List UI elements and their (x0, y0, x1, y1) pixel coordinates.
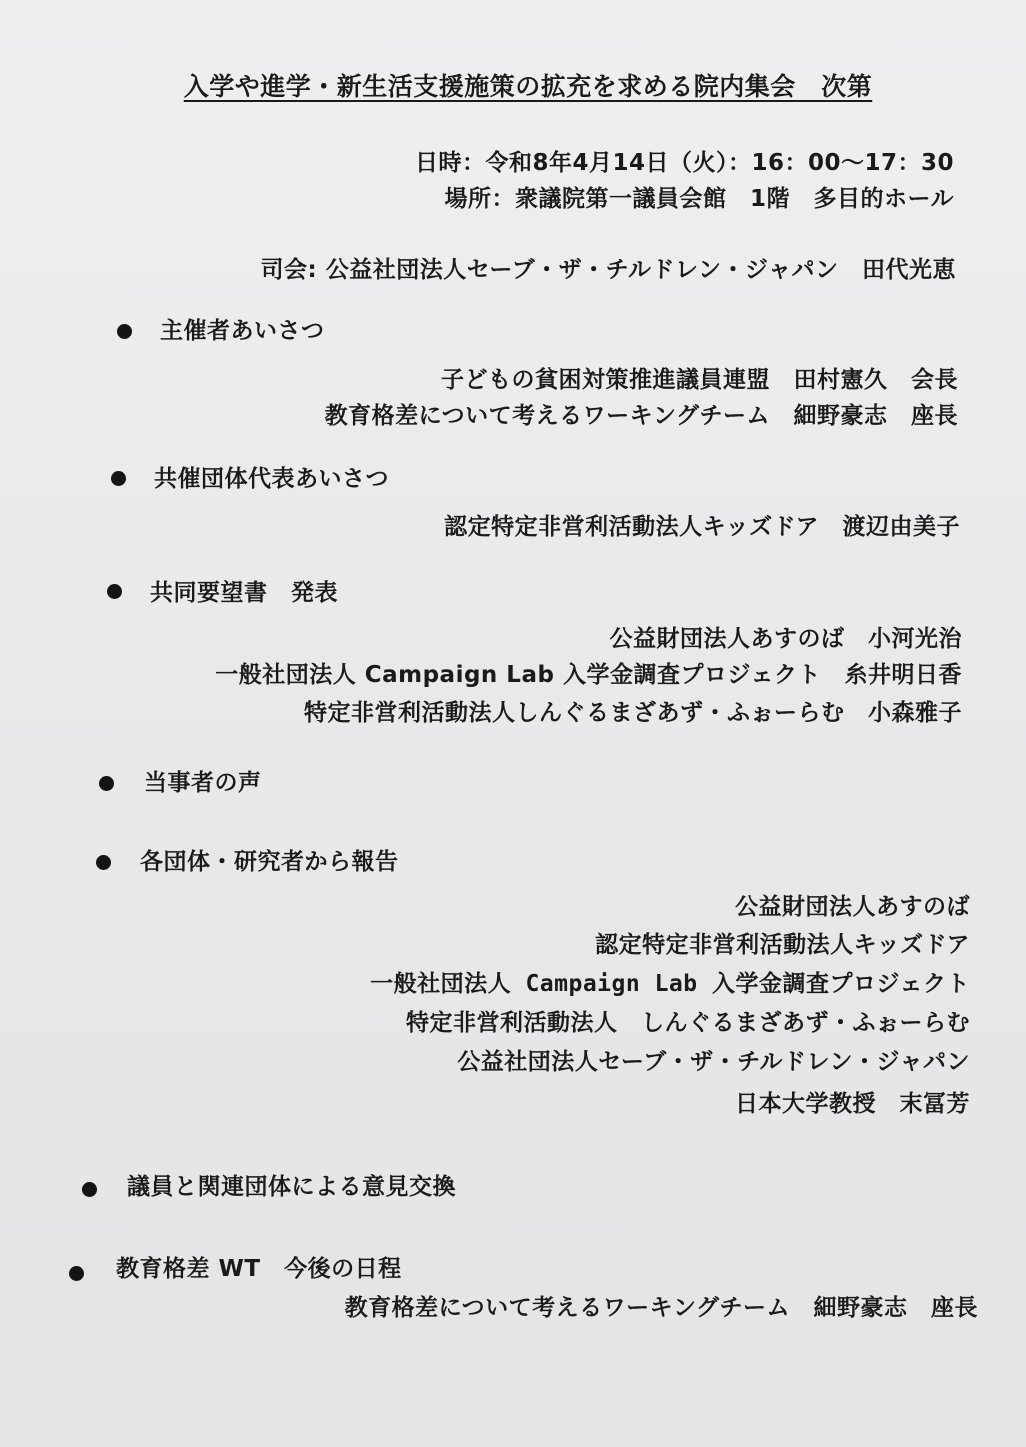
section-heading-host-greeting: 主催者あいさつ (160, 318, 325, 344)
reporter-line: 公益社団法人セーブ・ザ・チルドレン・ジャパン (457, 1049, 970, 1075)
bullet-icon (82, 1182, 97, 1197)
section-heading-joint-request: 共同要望書 発表 (150, 580, 338, 606)
bullet-icon (99, 776, 114, 791)
page-title: 入学や進学・新生活支援施策の拡充を求める院内集会 次第 (183, 72, 873, 101)
speaker-line: 認定特定非営利活動法人キッズドア 渡辺由美子 (444, 514, 960, 540)
speaker-line: 公益財団法人あすのば 小河光治 (609, 626, 962, 652)
section-heading-schedule: 教育格差 WT 今後の日程 (116, 1256, 402, 1282)
reporter-line: 一般社団法人 Campaign Lab 入学金調査プロジェクト (370, 971, 970, 997)
reporter-line: 認定特定非営利活動法人キッズドア (595, 932, 970, 958)
speaker-line: 教育格差について考えるワーキングチーム 細野豪志 座長 (344, 1295, 978, 1321)
section-heading-exchange: 議員と関連団体による意見交換 (127, 1174, 456, 1200)
bullet-icon (96, 855, 111, 870)
reporter-line: 日本大学教授 末冨芳 (735, 1091, 970, 1117)
reporter-line: 公益財団法人あすのば (735, 894, 970, 920)
section-heading-reports: 各団体・研究者から報告 (140, 849, 399, 875)
speaker-line: 子どもの貧困対策推進議員連盟 田村憲久 会長 (441, 367, 958, 393)
reporter-line: 特定非営利活動法人 しんぐるまざあず・ふぉーらむ (406, 1010, 970, 1036)
bullet-icon (117, 324, 132, 339)
event-datetime: 日時：令和8年4月14日（火）：16：00～17：30 (414, 150, 954, 176)
bullet-icon (107, 584, 122, 599)
event-mc: 司会: 公益社団法人セーブ・ザ・チルドレン・ジャパン 田代光恵 (260, 257, 956, 283)
bullet-icon (69, 1266, 84, 1281)
speaker-line: 教育格差について考えるワーキングチーム 細野豪志 座長 (324, 403, 958, 429)
event-place: 場所：衆議院第一議員会館 1階 多目的ホール (444, 186, 954, 212)
section-heading-voices: 当事者の声 (144, 770, 262, 796)
speaker-line: 一般社団法人 Campaign Lab 入学金調査プロジェクト 糸井明日香 (215, 662, 962, 688)
bullet-icon (111, 471, 126, 486)
speaker-line: 特定非営利活動法人しんぐるまざあず・ふぉーらむ 小森雅子 (304, 700, 962, 726)
section-heading-cohost-greeting: 共催団体代表あいさつ (154, 466, 389, 492)
